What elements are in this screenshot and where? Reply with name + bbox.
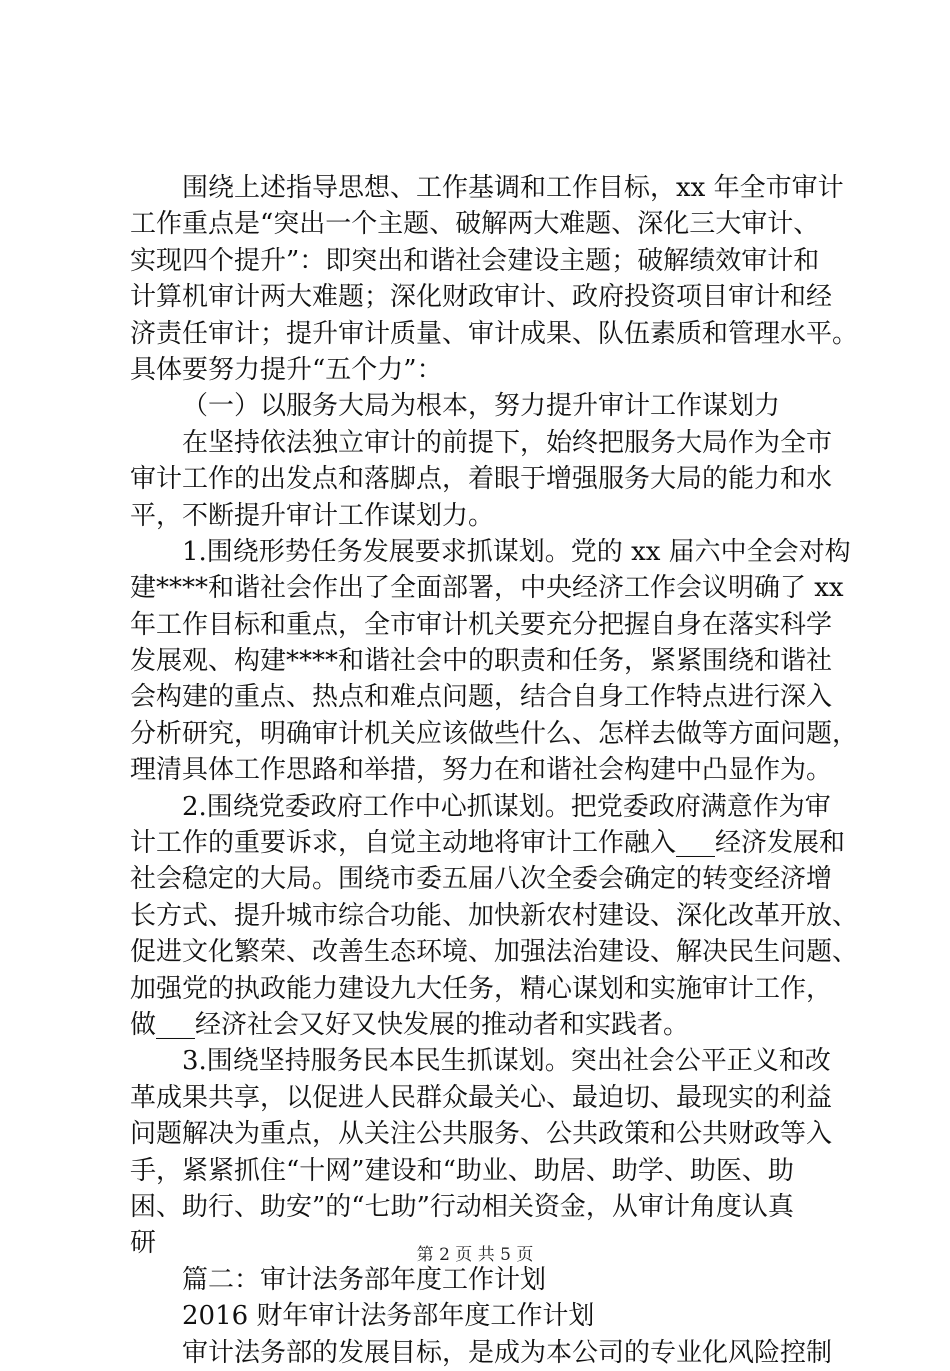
article-title: 篇二：审计法务部年度工作计划 xyxy=(182,1264,547,1295)
page-footer xyxy=(0,1245,950,1265)
text-line: 3.围绕坚持服务民本民生抓谋划。突出社会公平正义和改 xyxy=(182,1046,831,1077)
text-line: 手，紧紧抓住“十网”建设和“助业、助居、助学、助医、助 xyxy=(130,1155,794,1186)
text-line: 促进文化繁荣、改善生态环境、加强法治建设、解决民生问题、 xyxy=(130,937,859,968)
text-line: 研 xyxy=(130,1228,157,1259)
text-line: 计工作的重要诉求，自觉主动地将审计工作融入___经济发展和 xyxy=(130,828,846,859)
text-line: 济责任审计；提升审计质量、审计成果、队伍素质和管理水平。 xyxy=(130,318,859,349)
text-line: 审计工作的出发点和落脚点，着眼于增强服务大局的能力和水 xyxy=(130,464,833,495)
text-line: 审计法务部的发展目标，是成为本公司的专业化风险控制 xyxy=(182,1337,833,1368)
document-body xyxy=(130,170,859,1371)
text-line: 工作重点是“突出一个主题、破解两大难题、深化三大审计、 xyxy=(130,209,820,240)
page-number: 第 2 页 共 5 页 xyxy=(416,1245,534,1265)
text-line: 理清具体工作思路和举措，努力在和谐社会构建中凸显作为。 xyxy=(130,755,833,786)
text-line: 分析研究，明确审计机关应该做些什么、怎样去做等方面问题， xyxy=(130,718,859,749)
text-line: 1.围绕形势任务发展要求抓谋划。党的 xx 届六中全会对构 xyxy=(182,536,851,567)
text-line: 2.围绕党委政府工作中心抓谋划。把党委政府满意作为审 xyxy=(182,791,831,822)
text-line: 平，不断提升审计工作谋划力。 xyxy=(130,500,495,531)
text-line: 发展观、构建****和谐社会中的职责和任务，紧紧围绕和谐社 xyxy=(130,646,833,677)
text-line: 困、助行、助安”的“七助”行动相关资金，从审计角度认真 xyxy=(130,1191,794,1222)
text-line: 做___经济社会又好又快发展的推动者和实践者。 xyxy=(130,1009,690,1040)
article-subtitle: 2016 财年审计法务部年度工作计划 xyxy=(182,1301,595,1332)
section-heading: （一）以服务大局为根本，努力提升审计工作谋划力 xyxy=(182,391,781,422)
text-line: 加强党的执政能力建设九大任务，精心谋划和实施审计工作， xyxy=(130,973,833,1004)
text-line: 计算机审计两大难题；深化财政审计、政府投资项目审计和经 xyxy=(130,282,833,313)
text-line: 围绕上述指导思想、工作基调和工作目标，xx 年全市审计 xyxy=(182,173,844,203)
text-line: 长方式、提升城市综合功能、加快新农村建设、深化改革开放、 xyxy=(130,900,859,931)
text-line: 年工作目标和重点，全市审计机关要充分把握自身在落实科学 xyxy=(130,609,833,640)
text-line: 建****和谐社会作出了全面部署，中央经济工作会议明确了 xx xyxy=(130,573,844,604)
text-line: 问题解决为重点，从关注公共服务、公共政策和公共财政等入 xyxy=(130,1119,833,1150)
text-line: 会构建的重点、热点和难点问题，结合自身工作特点进行深入 xyxy=(130,682,833,713)
text-line: 在坚持依法独立审计的前提下，始终把服务大局作为全市 xyxy=(182,427,833,458)
text-line: 具体要努力提升“五个力”： xyxy=(130,354,443,385)
text-line: 革成果共享，以促进人民群众最关心、最迫切、最现实的利益 xyxy=(130,1082,833,1113)
text-line: 实现四个提升”：即突出和谐社会建设主题；破解绩效审计和 xyxy=(130,245,820,276)
text-line: 社会稳定的大局。围绕市委五届八次全委会确定的转变经济增 xyxy=(130,864,833,895)
